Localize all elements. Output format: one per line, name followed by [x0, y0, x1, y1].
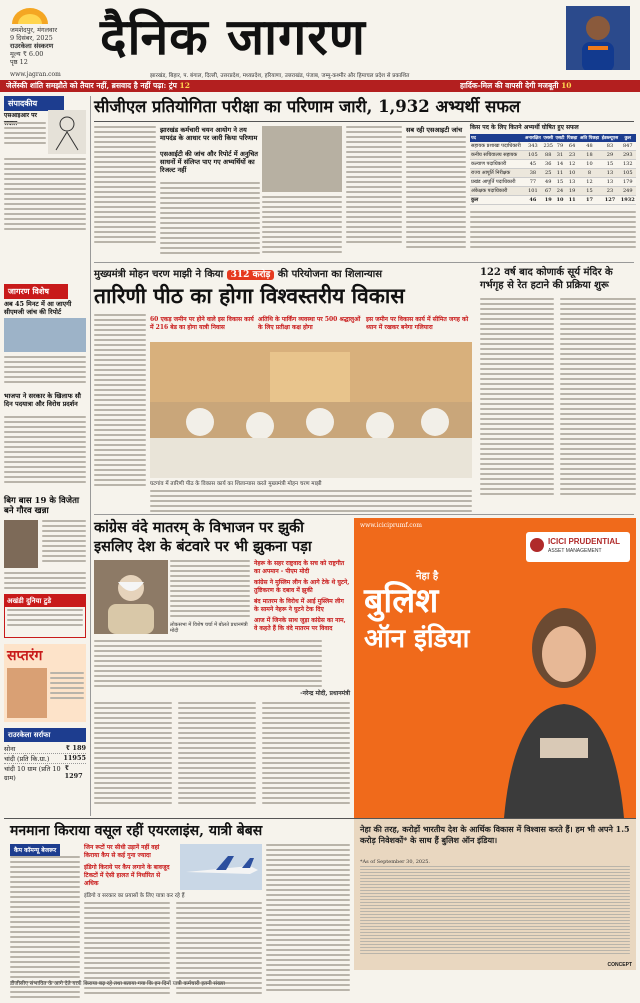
bottom-bullet2: इंडिगो किराये पर कैप लगाने के बावजूद टिकटों में ऐसी हालत में निर्धारित से अधिक [84, 864, 170, 887]
results-table-heading: किस पद के लिए कितने अभ्यर्थी घोषित हुए सफल [470, 124, 579, 131]
table-cell: 179 [619, 178, 636, 187]
table-cell: 105 [619, 169, 636, 178]
modi-photo-caption: लोकसभा में विशेष चर्चा में बोलते प्रधानमंत्री मोदी [170, 622, 248, 634]
editorial-label: संपादकीय [4, 96, 64, 111]
pages-label: पृष्ठ 12 [10, 58, 28, 66]
bottom-headline[interactable]: मनमाना किराया वसूल रहीं एयरलाइंस, यात्री बेबस [10, 823, 263, 839]
masthead-player-photo [566, 6, 630, 70]
table-row [470, 142, 636, 151]
story2-bullets [150, 316, 472, 332]
story2-headline[interactable]: तारिणी पीठ का होगा विश्वस्तरीय विकास [94, 283, 405, 308]
table-row [470, 178, 636, 187]
table-cell: 45 [524, 160, 543, 169]
table-cell: 12 [579, 178, 601, 187]
airplane-caption: इंडिगो व सरकार का प्रयासों के लिए यात्रा कर रहे हैं [84, 893, 185, 899]
story2-caption: घटगांव में तारिणी पीठ के विकास कार्य का शिलान्यास करते मुख्यमंत्री मोहन चरण माझी [150, 481, 322, 487]
results-table [470, 134, 636, 205]
price-label: मूल्य ₹ 6.00 [10, 50, 44, 58]
table-cell: 23 [600, 187, 619, 196]
table-cell: कुल [470, 196, 524, 205]
table-cell: 79 [554, 142, 565, 151]
table-row [470, 187, 636, 196]
promo-cmg[interactable]: अब 45 मिनट में आ जाएगी सीएमजी जांच की रिपोर्ट [4, 300, 72, 316]
market-label: राउरकेला सर्राफा [4, 728, 86, 742]
newspaper-title: दैनिक जागरण [100, 7, 366, 66]
ad-website[interactable]: www.iciciprumf.com [360, 522, 422, 529]
table-header-cell: पिछड़ा [566, 136, 578, 141]
promo-bjp[interactable]: भाजपा ने सरकार के खिलाफ सौ दिन पदयात्रा और विरोध प्रदर्शन [4, 392, 81, 408]
bottom-bullets [84, 844, 176, 888]
table-cell: 127 [600, 196, 619, 205]
story3-headline[interactable]: कांग्रेस वंदे मातरम् के विभाजन पर झुकी इसलिए देश के बंटवारे पर भी झुकना पड़ा [94, 519, 312, 555]
story3-signature: -नरेन्द्र मोदी, प्रधानमंत्री [300, 690, 350, 697]
ticker-right[interactable]: हार्दिक-मिल की वापसी देगी मजबूती 10 [460, 81, 572, 90]
ad-concept: CONCEPT [607, 962, 632, 968]
table-row [470, 151, 636, 160]
story3-bullet4: आज में जिनके साथ जुड़ा कांग्रेस का नाम, वे कहते हैं कि वंदे मातरम पर विवाद [254, 617, 346, 632]
table-cell: 105 [524, 151, 543, 160]
table-cell: 15 [600, 160, 619, 169]
tarini-temple-photo [150, 342, 472, 478]
silver-label: चांदी (प्रति कि.ग्रा.) [4, 755, 50, 763]
jssc-building-photo [262, 126, 342, 192]
table-cell: 88 [542, 151, 554, 160]
table-cell: कनीय सचिवालय सहायक [470, 151, 524, 160]
table-cell: 132 [619, 160, 636, 169]
table-row [470, 160, 636, 169]
table-cell: 48 [579, 142, 601, 151]
table-cell: 15 [579, 187, 601, 196]
bottom-foot-note: डीजीसीए संभावित के आगे देते यात्री किराया बढ़ रहे तथा बताया गया कि इन दिनों यात्री कर्मचारी इतनी संख्या [10, 981, 225, 987]
date-line1: जमशेदपुर, मंगलवार [10, 26, 57, 34]
editorial-heading: एसआइआर पर [4, 112, 37, 119]
lead-headline[interactable]: सीजीएल प्रतियोगिता परीक्षा का परिणाम जारी, 1,932 अभ्यर्थी सफल [94, 97, 521, 116]
story2-kicker: मुख्यमंत्री मोहन चरण माझी ने किया [94, 269, 224, 280]
story3-bullet3: बंद मातरम के विरोध में आई मुस्लिम लीग के सामने नेहरू ने घुटने टेक दिए [254, 598, 344, 613]
states-line: झारखंड, बिहार, प. बंगाल, दिल्ली, उत्तरप्रदेश, मध्यप्रदेश, हरियाणा, उत्तराखंड, पंजाब, जम्मू-कश्मीर और हिमाचल प्रदेश से प्रकाशित [150, 73, 410, 79]
table-cell: 15 [554, 178, 565, 187]
table-cell: 10 [566, 169, 579, 178]
sidebar [4, 96, 88, 816]
table-cell: 31 [554, 151, 565, 160]
ad-big2: ऑन इंडिया [364, 624, 470, 654]
table-header-cell: ईडब्ल्यूएस [601, 136, 619, 141]
story3-bullets [254, 560, 350, 633]
table-cell: 847 [619, 142, 636, 151]
table-cell: 11 [554, 169, 565, 178]
jagran-vishesh-label: जागरण विशेष [4, 284, 68, 299]
table-cell: प्रखंड आपूर्ति पदाधिकारी [470, 178, 524, 187]
table-cell: 1932 [620, 197, 635, 203]
results-table-box [470, 124, 636, 251]
fun-label: अखंडी दुनिया टुडे [5, 595, 85, 607]
story2-kicker-row [94, 266, 474, 280]
table-header-cell: कुल [619, 134, 636, 142]
table-cell: 13 [566, 178, 579, 187]
gold-value: ₹ 189 [65, 744, 86, 752]
table-header-cell: अनारक्षित [524, 136, 541, 141]
lead-side-heading: सब रही एसआइटी जांच [406, 126, 463, 134]
silver10-label: चांदी 10 ग्राम (प्रति 10 ग्राम) [4, 765, 61, 782]
table-cell: 17 [579, 196, 601, 205]
story2-badge: 312 करोड़ [227, 270, 275, 280]
table-cell: 77 [524, 178, 543, 187]
bottom-bullet1: जिन रूटों पर सीधी उड़ानें नहीं वहां किराया कैप से कई गुना ज्यादा [84, 844, 160, 859]
table-cell: सहायक प्रशाखा पदाधिकारी [470, 142, 524, 151]
table-cell: 235 [543, 143, 553, 149]
edition-label: राउरकेला संस्करण [10, 42, 54, 50]
table-cell: 29 [600, 151, 619, 160]
table-cell: 10 [579, 160, 601, 169]
saptrang-box [4, 644, 86, 722]
table-cell: 83 [600, 142, 619, 151]
table-cell: 19 [566, 187, 579, 196]
table-row [470, 169, 636, 178]
gold-label: सोना [4, 745, 16, 753]
table-cell: 14 [554, 160, 565, 169]
table-cell: 101 [524, 187, 543, 196]
saptrang-title[interactable]: सप्तरंग [7, 648, 43, 664]
cartoon [48, 110, 86, 154]
table-cell: 46 [524, 196, 543, 205]
bottom-label: कैप कॉमन्यू बेजरूर [10, 844, 60, 856]
modi-photo [94, 560, 168, 634]
fun-box [4, 594, 86, 638]
story3-bullet2: कांग्रेस ने मुस्लिम लीग के आगे टेके थे घुटने, तुष्टिकरण के दबाव में झुकी [254, 579, 350, 594]
airplane-photo [180, 844, 262, 890]
bigg-boss-photo [4, 520, 38, 568]
lead-sub1: झारखंड कर्मचारी चयन आयोग ने तय मापदंड के आधार पर जारी किया परिणाम [160, 126, 258, 142]
table-header-cell: पद [470, 134, 524, 142]
ad-big1: बुलिश [364, 581, 439, 621]
table-cell: 19 [542, 196, 554, 205]
table-cell: राज्य आपूर्ति निरीक्षक [470, 169, 524, 178]
silver10-value: ₹ 1297 [64, 764, 83, 780]
table-cell: 13 [600, 178, 619, 187]
silver-value: 11955 [63, 754, 86, 762]
table-cell: 38 [524, 169, 543, 178]
table-cell: 36 [542, 160, 554, 169]
table-cell: 249 [619, 187, 636, 196]
story2-kicker2: की परियोजना का शिलान्यास [277, 269, 382, 280]
table-cell: 67 [542, 187, 554, 196]
lead-sub2: एसआईटी की जांच और रिपोर्ट में अनुचित साधनों में संलिप्त पाए गए अभ्यर्थियों का रिजल्ट नहीं [160, 150, 258, 174]
table-cell: 49 [542, 178, 554, 187]
table-cell: 18 [579, 151, 601, 160]
table-cell: 293 [619, 151, 636, 160]
ad-footnote: *As of September 30, 2025. [360, 859, 431, 865]
table-cell: 24 [554, 187, 565, 196]
masthead [0, 0, 640, 86]
ad-model-photo [484, 578, 636, 818]
market-box [4, 728, 86, 782]
table-header-cell: अति पिछड़ा [579, 136, 600, 141]
website-link[interactable]: www.jagran.com [10, 71, 61, 78]
table-cell: 10 [554, 196, 565, 205]
table-cell: 11 [566, 196, 579, 205]
bigg-boss-headline[interactable]: बिग बास 19 के विजेता बने गौरव खन्ना [4, 496, 80, 516]
ad-brand-box [526, 532, 630, 562]
table-cell: 343 [524, 142, 543, 151]
table-row [470, 196, 636, 205]
promo-photo [4, 318, 86, 352]
ticker-bar [0, 80, 640, 92]
date-line2: 9 दिसंबर, 2025 [10, 34, 53, 42]
table-cell: 25 [542, 169, 554, 178]
ad-small-text: नेहा है [416, 571, 439, 582]
icici-advertisement[interactable] [354, 518, 636, 970]
story2-bullet2: अतिथि के पार्किंग व्यवस्था पर 500 श्रद्धालुओं के लिए प्रतीक्षा कक्ष होगा [258, 316, 361, 331]
story3-bullet1: नेहरू के सहर राष्ट्रवाद के सच को राष्ट्रगीत का अपमान - पीएम मोदी [254, 560, 345, 575]
table-header-cell: एससी [543, 136, 554, 141]
table-cell: 12 [566, 160, 579, 169]
table-header-cell: एसटी [555, 136, 565, 141]
ad-brand: ICICI PRUDENTIAL [548, 537, 620, 546]
sun-logo-icon [10, 6, 50, 26]
ad-body-text: नेहा की तरह, करोड़ों भारतीय देश के आर्थिक विकास में विश्वास करते हैं। हम भी अपने 1.5 करोड़ निवेशकों* के साथ हैं बुलिश ऑन इंडिया। [360, 824, 630, 845]
table-cell: 64 [566, 142, 579, 151]
ad-brand-sub: ASSET MANAGEMENT [548, 548, 602, 554]
table-cell: अंकेक्षक पदाधिकारी [470, 187, 524, 196]
table-cell: 13 [600, 169, 619, 178]
konark-headline[interactable]: 122 वर्ष बाद कोणार्क सूर्य मंदिर के गर्भगृह से रेत हटाने की प्रक्रिया शुरू [480, 267, 613, 291]
story2-bullet1: 60 एकड़ जमीन पर होने वाले इस विकास कार्य में 216 बेड का होगा यात्री निवास [150, 316, 254, 331]
table-cell: 23 [566, 151, 579, 160]
ticker-left[interactable]: जेलेंस्की शांति समझौते को तैयार नहीं, ब्रसवाद है नहीं पढ़ा: ट्रंप 12 [6, 81, 190, 90]
story2-bullet3: इस जमीन पर विकास कार्य में सीमित जगह को ध्यान में रखकर बनेगा गलियारा [366, 316, 469, 331]
table-cell: 8 [579, 169, 601, 178]
table-cell: कल्याण पदाधिकारी [470, 160, 524, 169]
icici-logo-icon [530, 538, 544, 552]
